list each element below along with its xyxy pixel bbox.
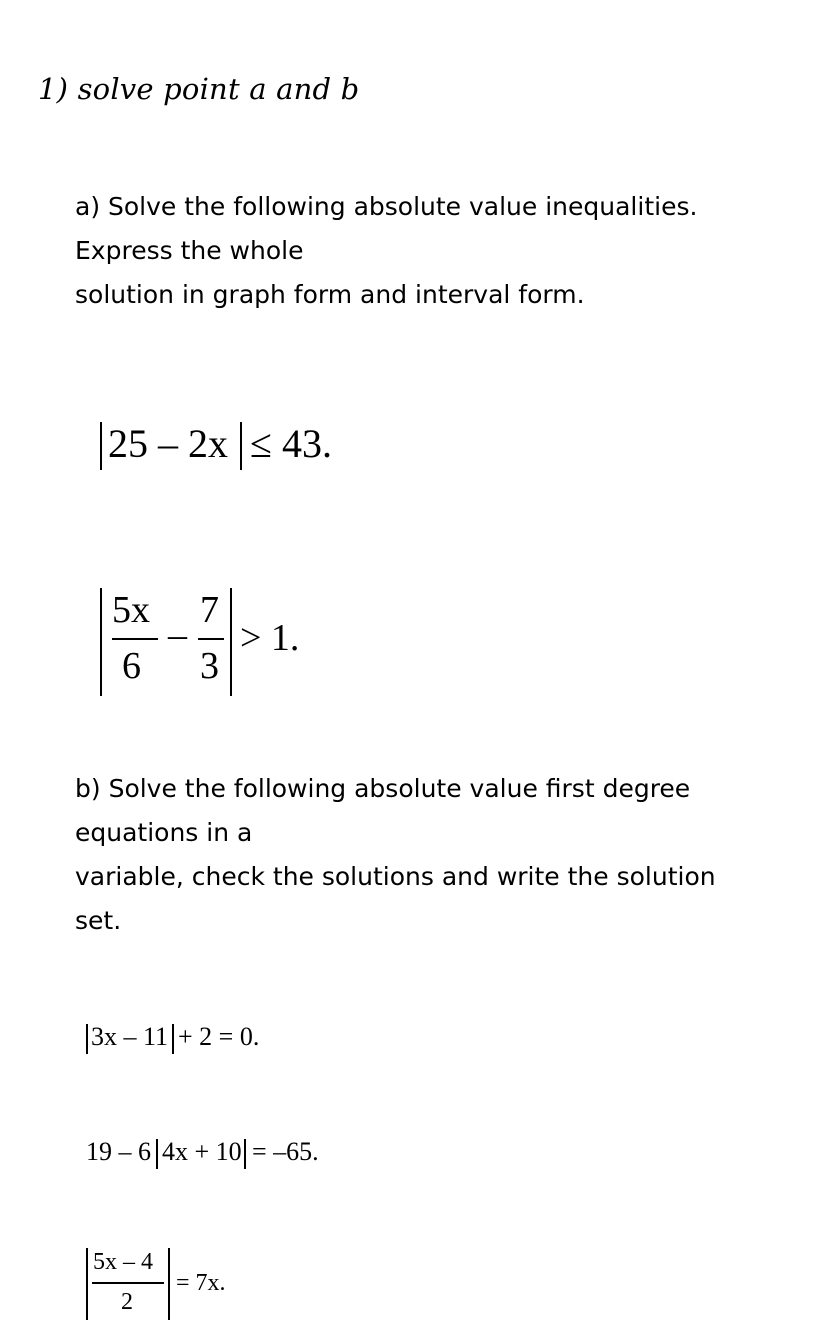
abs-bar-left — [86, 1024, 88, 1054]
equation-1-rhs: + 2 = 0. — [178, 1022, 260, 1051]
abs-bar-right — [244, 1139, 246, 1169]
part-a-line-1: a) Solve the following absolute value inequalities. — [75, 192, 698, 221]
part-b-instructions — [75, 767, 795, 943]
abs-bar-right — [230, 588, 232, 696]
equation-2-inside: 4x + 10 — [162, 1137, 242, 1166]
part-b-line-4: set. — [75, 906, 122, 935]
fraction-bar — [92, 1282, 164, 1284]
minus-sign: – — [168, 614, 187, 656]
fraction-1-numerator: 5x — [112, 589, 150, 631]
fraction-1-bar — [112, 638, 158, 640]
part-b-line-3: variable, check the solutions and write the solution — [75, 862, 716, 891]
equation-2-lhs: 19 – 6 — [86, 1137, 151, 1166]
abs-bar-right — [172, 1024, 174, 1054]
part-b-line-1: b) Solve the following absolute value first degree — [75, 774, 691, 803]
inequality-1-inside: 25 – 2x — [108, 421, 228, 466]
equation-3 — [86, 1248, 286, 1323]
equation-3-rhs: = 7x. — [176, 1270, 226, 1296]
part-a-line-3: solution in graph form and interval form. — [75, 280, 585, 309]
fraction-2-bar — [198, 638, 224, 640]
fraction-2-denominator: 3 — [200, 645, 219, 687]
fraction-denominator: 2 — [121, 1289, 133, 1315]
part-a-instructions — [75, 185, 795, 317]
part-b-line-2: equations in a — [75, 818, 253, 847]
fraction-2-numerator: 7 — [200, 589, 219, 631]
part-a-line-2: Express the whole — [75, 236, 304, 265]
abs-bar-left — [156, 1139, 158, 1169]
abs-bar-left — [100, 588, 102, 696]
fraction-1-denominator: 6 — [122, 645, 141, 687]
abs-bar-left — [86, 1248, 88, 1320]
abs-bar-right — [240, 422, 242, 470]
fraction-numerator: 5x – 4 — [93, 1249, 153, 1275]
problem-heading: 1) solve point a and b — [38, 72, 360, 106]
inequality-2-rhs: > 1. — [240, 617, 300, 659]
equation-1-inside: 3x – 11 — [91, 1022, 169, 1051]
abs-bar-left — [100, 422, 102, 470]
inequality-2 — [100, 588, 360, 698]
inequality-1-rhs: ≤ 43. — [250, 421, 332, 466]
equation-2-rhs: = –65. — [252, 1137, 319, 1166]
abs-bar-right — [168, 1248, 170, 1320]
